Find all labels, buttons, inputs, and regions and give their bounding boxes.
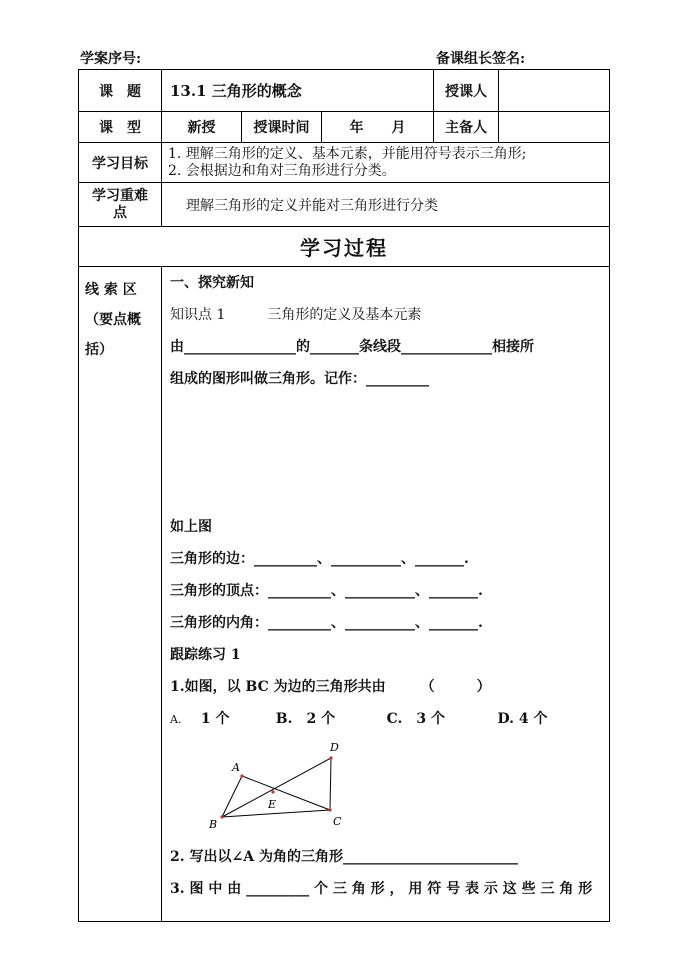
option-d: D. 4 个: [497, 711, 548, 727]
type-value: 新授: [162, 112, 242, 143]
clue-area-line3: 括）: [85, 342, 113, 358]
type-label: 课 型: [79, 112, 162, 143]
case-number-label: 学案序号:: [80, 51, 142, 67]
clue-area-line1: 线 索 区: [85, 282, 137, 298]
section-title: 一、探究新知: [170, 275, 254, 291]
teacher-label: 授课人: [434, 70, 499, 112]
practice-title: 跟踪练习 1: [170, 647, 241, 663]
topic-label: 课 题: [79, 70, 162, 112]
triangle-vertices-line: 三角形的顶点：_________、__________、_______.: [170, 583, 483, 599]
key-points-value: 理解三角形的定义并能对三角形进行分类: [162, 183, 610, 227]
option-b: B. 2 个: [275, 711, 336, 727]
label-b: B: [209, 818, 218, 831]
topic-value: 13.1 三角形的概念: [162, 70, 434, 112]
segment-cd: [330, 758, 331, 810]
option-c: C. 3 个: [386, 711, 446, 727]
triangle-sides-line: 三角形的边：_________、__________、_______.: [170, 551, 469, 567]
definition-line-1: 由________________的_______条线段_____________相接所: [170, 339, 534, 355]
clue-area: [79, 267, 162, 922]
point-b: [220, 815, 223, 818]
key-points-label-line2: 点: [113, 204, 127, 221]
group-leader-signature-label: 备课组长签名:: [436, 51, 526, 67]
question-2: 2. 写出以∠A 为角的三角形_________________________: [170, 849, 518, 865]
segment-ab: [222, 776, 242, 817]
point-e: [271, 790, 274, 793]
option-a: 1 个: [200, 711, 230, 727]
option-a-letter: A.: [170, 713, 182, 726]
clue-area-line2: （要点概: [85, 312, 141, 328]
preparer-value[interactable]: [499, 112, 610, 143]
goal-item: 2. 会根据边和角对三角形进行分类。: [168, 162, 396, 179]
point-d: [329, 756, 332, 759]
time-label: 授课时间: [242, 112, 322, 143]
goal-label: 学习目标: [79, 143, 162, 183]
label-e: E: [268, 798, 277, 811]
point-a: [240, 774, 243, 777]
definition-line-2: 组成的图形叫做三角形。记作：_________: [170, 371, 429, 387]
label-c: C: [333, 815, 342, 828]
label-d: D: [330, 741, 339, 754]
preparer-label: 主备人: [434, 112, 499, 143]
goal-list: [162, 143, 610, 183]
question-1-options: [170, 707, 603, 739]
lesson-plan-table: [78, 69, 610, 922]
segment-bc: [222, 810, 330, 817]
process-title: 学习过程: [79, 227, 610, 267]
key-points-label: [79, 183, 162, 227]
goal-item: 1. 理解三角形的定义、基本元素，并能用符号表示三角形;: [168, 145, 527, 162]
triangle-angles-line: 三角形的内角：_________、__________、_______.: [170, 615, 483, 631]
time-value: 年 月: [322, 112, 434, 143]
point-c: [328, 808, 331, 811]
teacher-value[interactable]: [499, 70, 610, 112]
figure-space: [170, 399, 603, 515]
question-3: 3. 图 中 由 _________ 个 三 角 形 ， 用 符 号 表 示 这 些 三 角 形: [170, 881, 593, 897]
segment-ac: [242, 776, 330, 810]
learning-content: [162, 267, 610, 922]
key-points-label-line1: 学习重难: [92, 187, 148, 204]
label-a: A: [232, 761, 240, 774]
knowledge-point-1: 知识点 1 三角形的定义及基本元素: [170, 307, 422, 323]
as-figure-text: 如上图: [170, 519, 212, 535]
question-1: 1.如图，以 BC 为边的三角形共由 （ ）: [170, 679, 491, 695]
triangle-figure: [200, 739, 380, 843]
